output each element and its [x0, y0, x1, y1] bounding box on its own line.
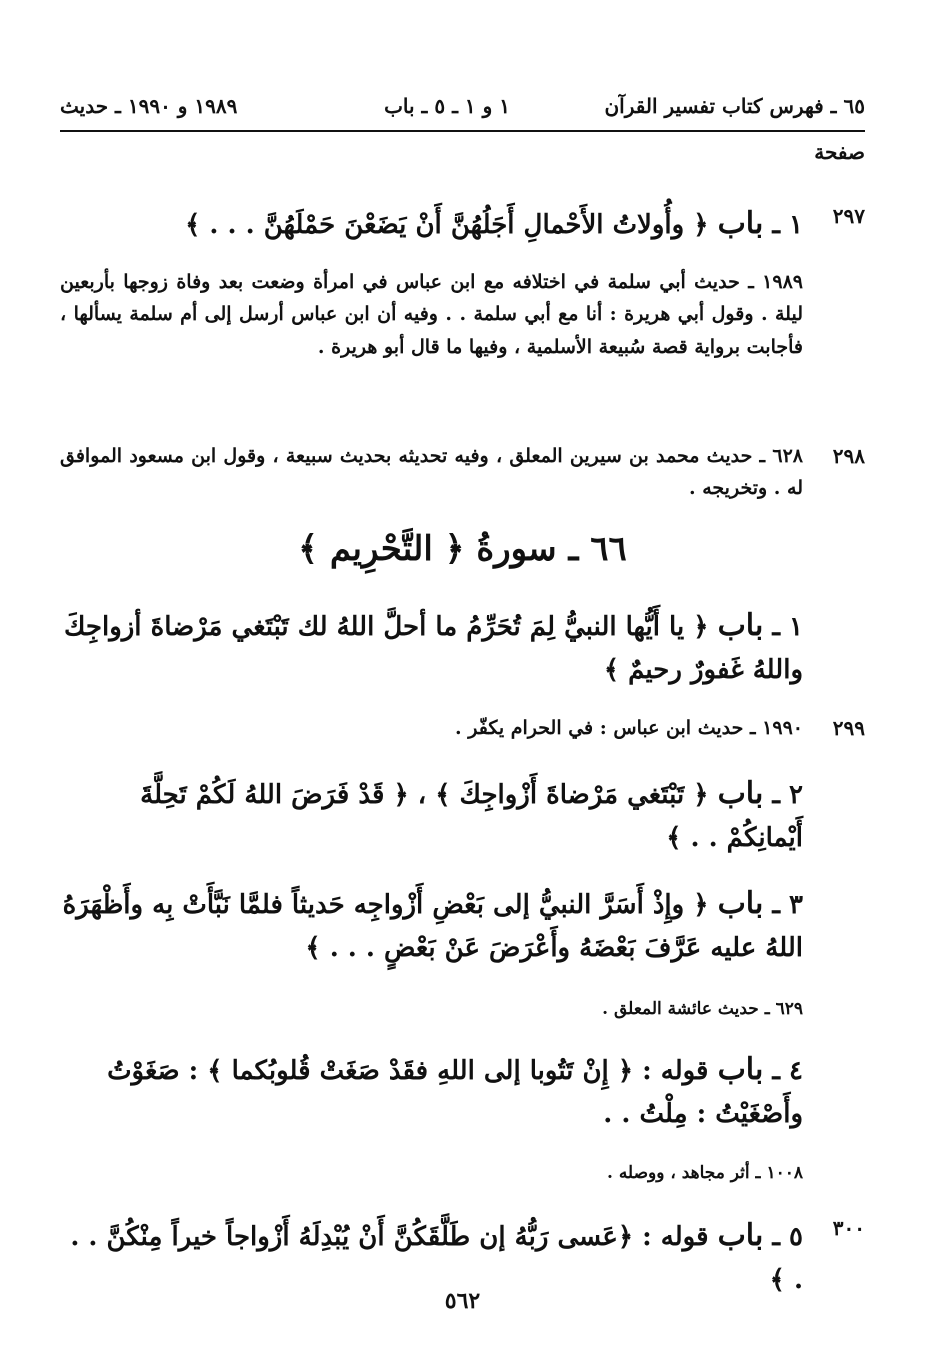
- bab-number: ٣ ـ: [772, 890, 803, 920]
- bab-number: ١ ـ: [772, 612, 803, 642]
- footer-page-number: ٥٦٢: [444, 1288, 481, 1314]
- hadith-description: ١٩٨٩ ـ حديث أبي سلمة في اختلافه مع ابن عباس في امرأة وضعت بعد وفاة زوجها بأربعين ليلة . وقول أبي هريرة : أنا مع أبي سلمة . . وفيه أن ابن عباس أرسل إلى أم سلمة يسألها ، فأجابت برواية قصة سُبيعة الأسلمية ، وفيها ما قال أبو هريرة .: [60, 271, 803, 358]
- surah-title: ٦٦ ـ سورةُ ﴿ التَّحْرِيم ﴾: [298, 529, 627, 569]
- index-entry: [60, 602, 865, 692]
- entry-page-number: [803, 770, 865, 860]
- bab-heading: [60, 602, 803, 692]
- hadith-description: ١٩٩٠ ـ حديث ابن عباس : في الحرام يكفّر .: [455, 717, 803, 739]
- entry-page-number: ٢٩٨: [832, 444, 865, 468]
- index-entry: [60, 996, 865, 1022]
- header-hadith-range: ١٩٨٩ و ١٩٩٠ ـ حديث: [60, 94, 238, 118]
- index-entry: [60, 880, 865, 970]
- page-column-label: صفحة: [814, 140, 865, 164]
- bab-text: قوله : ﴿عَسى رَبُّهُ إن طَلَّقَكُنَّ أَنْ يُبْدِلَهُ أَزْواجاً خيراً مِنْكُنَّ . . . ﴾: [70, 1222, 803, 1295]
- muallaq-note: ٦٢٩ ـ حديث عائشة المعلق .: [602, 999, 803, 1019]
- header-bab-range: ١ و ١ ـ ٥ ـ باب: [384, 94, 510, 118]
- bab-heading: [60, 770, 803, 860]
- bab-heading: [60, 880, 803, 970]
- bab-text: ﴿ يا أَيُّها النبيُّ لِمَ تُحَرِّمُ ما أحلَّ اللهُ لك تَبْتَغي مَرْضاةَ أزواجِكَ واللهُ غَفورٌ رحيمٌ ﴾: [63, 612, 803, 685]
- index-entry: [60, 200, 865, 248]
- bab-word: باب: [717, 206, 764, 241]
- bab-word: باب: [717, 608, 764, 643]
- bab-word: باب: [717, 886, 764, 921]
- entry-page-number: [803, 1046, 865, 1136]
- hadith-description: ٦٢٨ ـ حديث محمد بن سيرين المعلق ، وفيه تحديثه بحديث سبيعة ، وقول ابن مسعود الموافق له . وتخريجه .: [60, 445, 803, 500]
- bab-number: ٢ ـ: [772, 780, 803, 810]
- entry-page-number: ٢٩٧: [832, 204, 865, 228]
- entry-page-number: ٣٠٠: [832, 1216, 865, 1240]
- index-entry: [60, 1160, 865, 1186]
- index-entry: [60, 440, 865, 505]
- index-entry: [60, 266, 865, 363]
- bab-number: ١ ـ: [772, 210, 803, 240]
- bab-word: باب: [717, 776, 764, 811]
- running-header: [60, 88, 865, 132]
- index-entry: [60, 712, 865, 744]
- document-page: [60, 88, 865, 1328]
- entry-page-number: [803, 880, 865, 970]
- bab-text: قوله : ﴿ إِنْ تَتُوبا إلى اللهِ فقَدْ صَغَتْ قُلوبُكما ﴾ : صَغَوْتُ وأَصْغَيْتُ : مِلْتُ . .: [107, 1056, 803, 1129]
- bab-text: ﴿ تَبْتَغي مَرْضاةَ أَزْواجِكَ ﴾ ، ﴿ قَدْ فَرَضَ اللهُ لَكُمْ تَحِلَّةَ أَيْمانِكُمْ . . ﴾: [140, 780, 803, 853]
- index-entry: [60, 1046, 865, 1136]
- bab-word: باب: [717, 1218, 764, 1253]
- entry-page-number: [803, 602, 865, 692]
- index-entry: [60, 770, 865, 860]
- bab-heading: [60, 200, 803, 248]
- bab-word: باب: [717, 1052, 764, 1087]
- header-book-title: ٦٥ ـ فهرس كتاب تفسير القرآن: [604, 94, 865, 118]
- bab-text: ﴿ وإِذْ أَسَرَّ النبيُّ إلى بَعْضِ أَزْواجِه حَديثاً فلمَّا نَبَّأَتْ بِه وأَظْهَرَهُ اللهُ عليه عَرَّفَ بَعْضَهُ وأَعْرَضَ عَنْ بَعْضٍ . . . ﴾: [62, 890, 803, 963]
- bab-heading: [60, 1046, 803, 1136]
- athar-note: ١٠٠٨ ـ أثر مجاهد ، ووصله .: [606, 1163, 803, 1183]
- bab-number: ٥ ـ: [772, 1222, 803, 1252]
- entry-page-number: [803, 1160, 865, 1186]
- bab-number: ٤ ـ: [772, 1056, 803, 1086]
- bab-text: ﴿ وأُولاتُ الأَحْمالِ أَجَلُهُنَّ أَنْ يَضَعْنَ حَمْلَهُنَّ . . . ﴾: [185, 210, 709, 240]
- entry-page-number: [803, 266, 865, 363]
- entry-page-number: ٢٩٩: [832, 716, 865, 740]
- entry-page-number: [803, 996, 865, 1022]
